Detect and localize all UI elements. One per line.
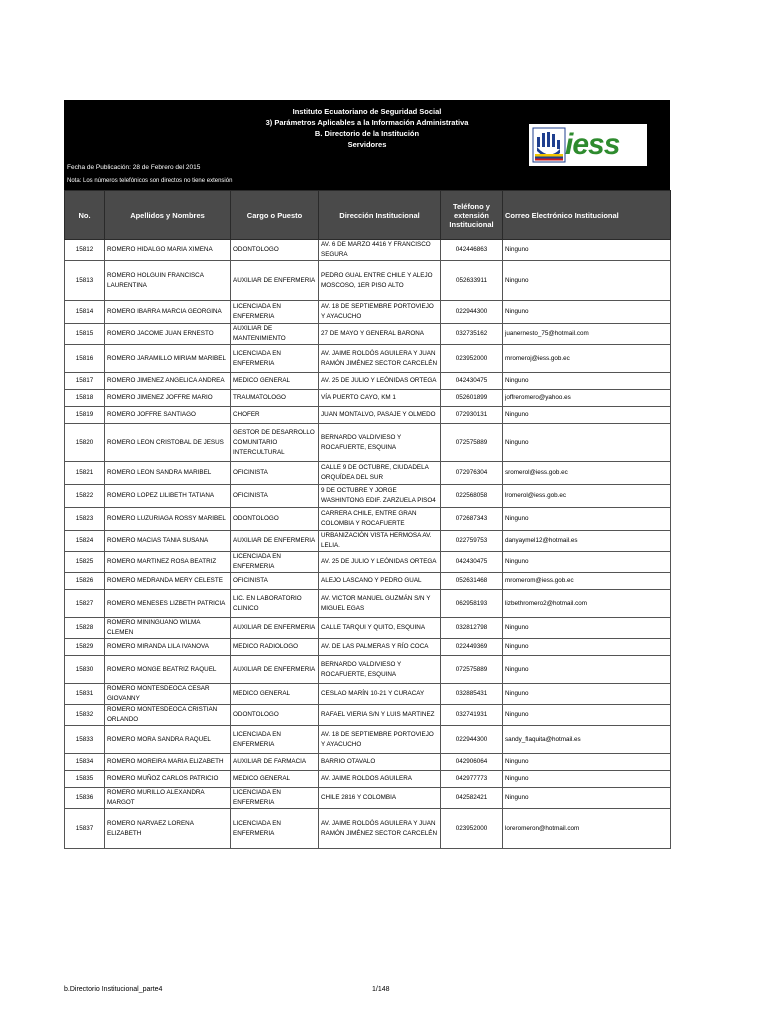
- table-row: [65, 656, 671, 684]
- cell-no: 15834: [65, 754, 105, 771]
- cell-position: AUXILIAR DE FARMACIA: [231, 754, 319, 771]
- column-header-phone: Teléfono y extensión Institucional: [441, 191, 503, 240]
- cell-address: ALEJO LASCANO Y PEDRO GUAL: [319, 573, 441, 590]
- cell-name: ROMERO HOLGUIN FRANCISCA LAURENTINA: [105, 261, 231, 301]
- cell-address: BERNARDO VALDIVIESO Y ROCAFUERTE, ESQUINA: [319, 656, 441, 684]
- cell-address: AV. JAIME ROLDÓS AGUILERA Y JUAN RAMÓN JIMÉNEZ SECTOR CARCELÉN: [319, 345, 441, 373]
- cell-no: 15819: [65, 407, 105, 424]
- cell-phone: 072976304: [441, 462, 503, 485]
- cell-phone: 022568058: [441, 485, 503, 508]
- table-row: [65, 407, 671, 424]
- cell-position: LICENCIADA EN ENFERMERIA: [231, 345, 319, 373]
- cell-name: ROMERO LEON SANDRA MARIBEL: [105, 462, 231, 485]
- cell-phone: 072687343: [441, 508, 503, 531]
- cell-position: AUXILIAR DE ENFERMERIA: [231, 261, 319, 301]
- table-row: [65, 618, 671, 639]
- cell-position: LICENCIADA EN ENFERMERIA: [231, 552, 319, 573]
- cell-address: BERNARDO VALDIVIESO Y ROCAFUERTE, ESQUINA: [319, 424, 441, 462]
- cell-address: AV. JAIME ROLDÓS AGUILERA Y JUAN RAMÓN JIMÉNEZ SECTOR CARCELÉN: [319, 809, 441, 849]
- cell-position: MEDICO GENERAL: [231, 684, 319, 705]
- table-row: [65, 639, 671, 656]
- cell-address: JUAN MONTALVO, PASAJE Y OLMEDO: [319, 407, 441, 424]
- cell-address: AV. VICTOR MANUEL GUZMÁN S/N Y MIGUEL EGAS: [319, 590, 441, 618]
- cell-phone: 022944300: [441, 301, 503, 324]
- cell-name: ROMERO MIRANDA LILA IVANOVA: [105, 639, 231, 656]
- cell-position: MEDICO RADIOLOGO: [231, 639, 319, 656]
- cell-email: Ninguno: [503, 656, 671, 684]
- cell-name: ROMERO NARVAEZ LORENA ELIZABETH: [105, 809, 231, 849]
- table-row: [65, 324, 671, 345]
- subsection-title: B. Directorio de la Institución: [314, 129, 420, 138]
- column-header-email: Correo Electrónico Institucional: [503, 191, 671, 240]
- column-header-name: Apellidos y Nombres: [105, 191, 231, 240]
- cell-address: AV. 6 DE MARZO 4416 Y FRANCISCO SEGURA: [319, 240, 441, 261]
- cell-no: 15822: [65, 485, 105, 508]
- cell-email: Ninguno: [503, 373, 671, 390]
- cell-address: AV. DE LAS PALMERAS Y RÍO COCA: [319, 639, 441, 656]
- table-row: [65, 552, 671, 573]
- cell-email: Ninguno: [503, 261, 671, 301]
- cell-name: ROMERO LEON CRISTOBAL DE JESUS: [105, 424, 231, 462]
- table-row: [65, 726, 671, 754]
- directory-table: [64, 190, 671, 849]
- cell-email: Ninguno: [503, 684, 671, 705]
- cell-email[interactable]: mromerom@iess.gob.ec: [503, 573, 671, 590]
- cell-position: AUXILIAR DE ENFERMERIA: [231, 618, 319, 639]
- cell-phone: 052601899: [441, 390, 503, 407]
- phone-note: Nota: Los números telefónicos son directos no tiene extensión: [67, 178, 233, 184]
- cell-address: 9 DE OCTUBRE Y JORGE WASHINTONG EDIF. ZARZUELA PISO4: [319, 485, 441, 508]
- cell-name: ROMERO MORA SANDRA RAQUEL: [105, 726, 231, 754]
- cell-position: MEDICO GENERAL: [231, 771, 319, 788]
- table-row: [65, 684, 671, 705]
- cell-address: PEDRO GUAL ENTRE CHILE Y ALEJO MOSCOSO, 1ER PISO ALTO: [319, 261, 441, 301]
- cell-position: CHOFER: [231, 407, 319, 424]
- cell-address: AV. 25 DE JULIO Y LEÓNIDAS ORTEGA: [319, 373, 441, 390]
- cell-position: ODONTOLOGO: [231, 240, 319, 261]
- table-row: [65, 373, 671, 390]
- cell-phone: 042430475: [441, 373, 503, 390]
- cell-position: MEDICO GENERAL: [231, 373, 319, 390]
- cell-address: 27 DE MAYO Y GENERAL BARONA: [319, 324, 441, 345]
- cell-position: AUXILIAR DE ENFERMERIA: [231, 531, 319, 552]
- cell-email: Ninguno: [503, 508, 671, 531]
- cell-name: ROMERO MENESES LIZBETH PATRICIA: [105, 590, 231, 618]
- cell-no: 15816: [65, 345, 105, 373]
- cell-phone: 072930131: [441, 407, 503, 424]
- cell-address: CALLE TARQUI Y QUITO, ESQUINA: [319, 618, 441, 639]
- cell-address: AV. 18 DE SEPTIEMBRE PORTOVIEJO Y AYACUCHO: [319, 301, 441, 324]
- cell-position: TRAUMATOLOGO: [231, 390, 319, 407]
- table-row: [65, 531, 671, 552]
- cell-email: Ninguno: [503, 424, 671, 462]
- cell-email: Ninguno: [503, 240, 671, 261]
- cell-no: 15836: [65, 788, 105, 809]
- cell-email[interactable]: danyaymel12@hotmail.es: [503, 531, 671, 552]
- cell-email: Ninguno: [503, 639, 671, 656]
- cell-email: Ninguno: [503, 788, 671, 809]
- cell-phone: 022944300: [441, 726, 503, 754]
- cell-position: OFICINISTA: [231, 485, 319, 508]
- cell-no: 15835: [65, 771, 105, 788]
- table-row: [65, 754, 671, 771]
- cell-position: AUXILIAR DE MANTENIMIENTO: [231, 324, 319, 345]
- table-row: [65, 590, 671, 618]
- cell-no: 15821: [65, 462, 105, 485]
- cell-no: 15814: [65, 301, 105, 324]
- cell-name: ROMERO JIMENEZ JOFFRE MARIO: [105, 390, 231, 407]
- cell-address: AV. JAIME ROLDOS AGUILERA: [319, 771, 441, 788]
- cell-phone: 022759753: [441, 531, 503, 552]
- cell-no: 15829: [65, 639, 105, 656]
- cell-no: 15824: [65, 531, 105, 552]
- cell-phone: 022449369: [441, 639, 503, 656]
- table-row: [65, 345, 671, 373]
- cell-position: OFICINISTA: [231, 573, 319, 590]
- cell-no: 15818: [65, 390, 105, 407]
- column-header-no: No.: [65, 191, 105, 240]
- document-header: [64, 100, 670, 190]
- cell-email[interactable]: mromeroj@iess.gob.ec: [503, 345, 671, 373]
- table-row: [65, 301, 671, 324]
- table-row: [65, 390, 671, 407]
- cell-name: ROMERO HIDALGO MARIA XIMENA: [105, 240, 231, 261]
- cell-name: ROMERO MUÑOZ CARLOS PATRICIO: [105, 771, 231, 788]
- cell-no: 15828: [65, 618, 105, 639]
- cell-phone: 042977773: [441, 771, 503, 788]
- table-row: [65, 705, 671, 726]
- cell-phone: 042446863: [441, 240, 503, 261]
- cell-position: LICENCIADA EN ENFERMERIA: [231, 726, 319, 754]
- cell-name: ROMERO JARAMILLO MIRIAM MARIBEL: [105, 345, 231, 373]
- cell-email: Ninguno: [503, 618, 671, 639]
- cell-address: CARRERA CHILE, ENTRE GRAN COLOMBIA Y ROCAFUERTE: [319, 508, 441, 531]
- cell-name: ROMERO LUZURIAGA ROSSY MARIBEL: [105, 508, 231, 531]
- cell-email: Ninguno: [503, 407, 671, 424]
- cell-email[interactable]: sromerol@iess.gob.ec: [503, 462, 671, 485]
- cell-address: AV. 18 DE SEPTIEMBRE PORTOVIEJO Y AYACUCHO: [319, 726, 441, 754]
- iess-emblem-icon: [532, 127, 566, 163]
- footer-filename: b.Directorio Institucional_parte4: [64, 986, 163, 993]
- table-row: [65, 508, 671, 531]
- footer-page-number: 1/148: [372, 986, 390, 993]
- cell-address: CALLE 9 DE OCTUBRE, CIUDADELA ORQUÍDEA DEL SUR: [319, 462, 441, 485]
- cell-phone: 023952000: [441, 345, 503, 373]
- table-body: [65, 240, 671, 849]
- cell-email[interactable]: lromerol@iess.gob.ec: [503, 485, 671, 508]
- cell-position: LICENCIADA EN ENFERMERIA: [231, 301, 319, 324]
- table-row: [65, 485, 671, 508]
- cell-email[interactable]: loreromeron@hotmail.com: [503, 809, 671, 849]
- cell-phone: 052633911: [441, 261, 503, 301]
- cell-name: ROMERO MURILLO ALEXANDRA MARGOT: [105, 788, 231, 809]
- cell-no: 15823: [65, 508, 105, 531]
- section-title: 3) Parámetros Aplicables a la Información Administrativa: [265, 118, 469, 127]
- cell-phone: 042430475: [441, 552, 503, 573]
- cell-name: ROMERO MININGUANO WILMA CLEMEN: [105, 618, 231, 639]
- cell-name: ROMERO JACOME JUAN ERNESTO: [105, 324, 231, 345]
- cell-position: LICENCIADA EN ENFERMERIA: [231, 809, 319, 849]
- cell-phone: 052631468: [441, 573, 503, 590]
- cell-name: ROMERO MEDRANDA MERY CELESTE: [105, 573, 231, 590]
- cell-email[interactable]: lizbethromero2@hotmail.com: [503, 590, 671, 618]
- cell-no: 15825: [65, 552, 105, 573]
- cell-no: 15831: [65, 684, 105, 705]
- cell-name: ROMERO MONTESDEOCA CESAR GIOVANNY: [105, 684, 231, 705]
- cell-name: ROMERO MOREIRA MARIA ELIZABETH: [105, 754, 231, 771]
- cell-phone: 032885431: [441, 684, 503, 705]
- column-header-address: Dirección Institucional: [319, 191, 441, 240]
- cell-name: ROMERO IBARRA MARCIA GEORGINA: [105, 301, 231, 324]
- logo-text: iess: [565, 128, 620, 161]
- cell-email: Ninguno: [503, 301, 671, 324]
- column-header-position: Cargo o Puesto: [231, 191, 319, 240]
- table-row: [65, 573, 671, 590]
- cell-no: 15812: [65, 240, 105, 261]
- cell-email[interactable]: sandy_flaquita@hotmail.es: [503, 726, 671, 754]
- cell-address: BARRIO OTAVALO: [319, 754, 441, 771]
- cell-phone: 072575889: [441, 656, 503, 684]
- table-row: [65, 424, 671, 462]
- cell-email: Ninguno: [503, 552, 671, 573]
- cell-name: ROMERO MONTESDEOCA CRISTIAN ORLANDO: [105, 705, 231, 726]
- cell-name: ROMERO JIMENEZ ANGELICA ANDREA: [105, 373, 231, 390]
- cell-name: ROMERO MONGE BEATRIZ RAQUEL: [105, 656, 231, 684]
- cell-no: 15830: [65, 656, 105, 684]
- cell-no: 15817: [65, 373, 105, 390]
- cell-phone: 032735162: [441, 324, 503, 345]
- cell-position: GESTOR DE DESARROLLO COMUNITARIO INTERCULTURAL: [231, 424, 319, 462]
- table-row: [65, 240, 671, 261]
- cell-phone: 032812798: [441, 618, 503, 639]
- institution-title: Instituto Ecuatoriano de Seguridad Social: [292, 107, 442, 116]
- cell-email: Ninguno: [503, 771, 671, 788]
- table-row: [65, 809, 671, 849]
- cell-name: ROMERO LOPEZ LILIBETH TATIANA: [105, 485, 231, 508]
- cell-position: OFICINISTA: [231, 462, 319, 485]
- publication-date: Fecha de Publicación: 28 de Febrero del 2015: [67, 164, 201, 171]
- cell-address: VÍA PUERTO CAYO, KM 1: [319, 390, 441, 407]
- cell-no: 15832: [65, 705, 105, 726]
- cell-position: ODONTOLOGO: [231, 508, 319, 531]
- cell-phone: 042582421: [441, 788, 503, 809]
- cell-address: RAFAEL VIERIA S/N Y LUIS MARTINEZ: [319, 705, 441, 726]
- cell-position: LIC. EN LABORATORIO CLINICO: [231, 590, 319, 618]
- cell-position: AUXILIAR DE ENFERMERIA: [231, 656, 319, 684]
- cell-name: ROMERO MARTINEZ ROSA BEATRIZ: [105, 552, 231, 573]
- cell-address: CESLAO MARÍN 10-21 Y CURACAY: [319, 684, 441, 705]
- cell-no: 15826: [65, 573, 105, 590]
- cell-position: LICENCIADA EN ENFERMERIA: [231, 788, 319, 809]
- cell-address: URBANIZACIÓN VISTA HERMOSA AV. LELIA.: [319, 531, 441, 552]
- directory-sheet: [64, 100, 670, 849]
- cell-phone: 042906064: [441, 754, 503, 771]
- cell-no: 15833: [65, 726, 105, 754]
- cell-address: CHILE 2816 Y COLOMBIA: [319, 788, 441, 809]
- iess-logo: [529, 124, 647, 166]
- cell-phone: 032741931: [441, 705, 503, 726]
- cell-phone: 072575889: [441, 424, 503, 462]
- category-title: Servidores: [347, 140, 387, 149]
- table-row: [65, 462, 671, 485]
- cell-phone: 023952000: [441, 809, 503, 849]
- cell-no: 15815: [65, 324, 105, 345]
- cell-email[interactable]: joffreromero@yahoo.es: [503, 390, 671, 407]
- cell-no: 15813: [65, 261, 105, 301]
- table-row: [65, 771, 671, 788]
- table-row: [65, 788, 671, 809]
- table-header-row: [65, 191, 671, 240]
- cell-phone: 062958193: [441, 590, 503, 618]
- cell-no: 15820: [65, 424, 105, 462]
- cell-no: 15837: [65, 809, 105, 849]
- cell-name: ROMERO JOFFRE SANTIAGO: [105, 407, 231, 424]
- cell-address: AV. 25 DE JULIO Y LEÓNIDAS ORTEGA: [319, 552, 441, 573]
- cell-name: ROMERO MACIAS TANIA SUSANA: [105, 531, 231, 552]
- cell-no: 15827: [65, 590, 105, 618]
- cell-email[interactable]: juanernesto_75@hotmail.com: [503, 324, 671, 345]
- cell-position: ODONTOLOGO: [231, 705, 319, 726]
- table-row: [65, 261, 671, 301]
- cell-email: Ninguno: [503, 705, 671, 726]
- cell-email: Ninguno: [503, 754, 671, 771]
